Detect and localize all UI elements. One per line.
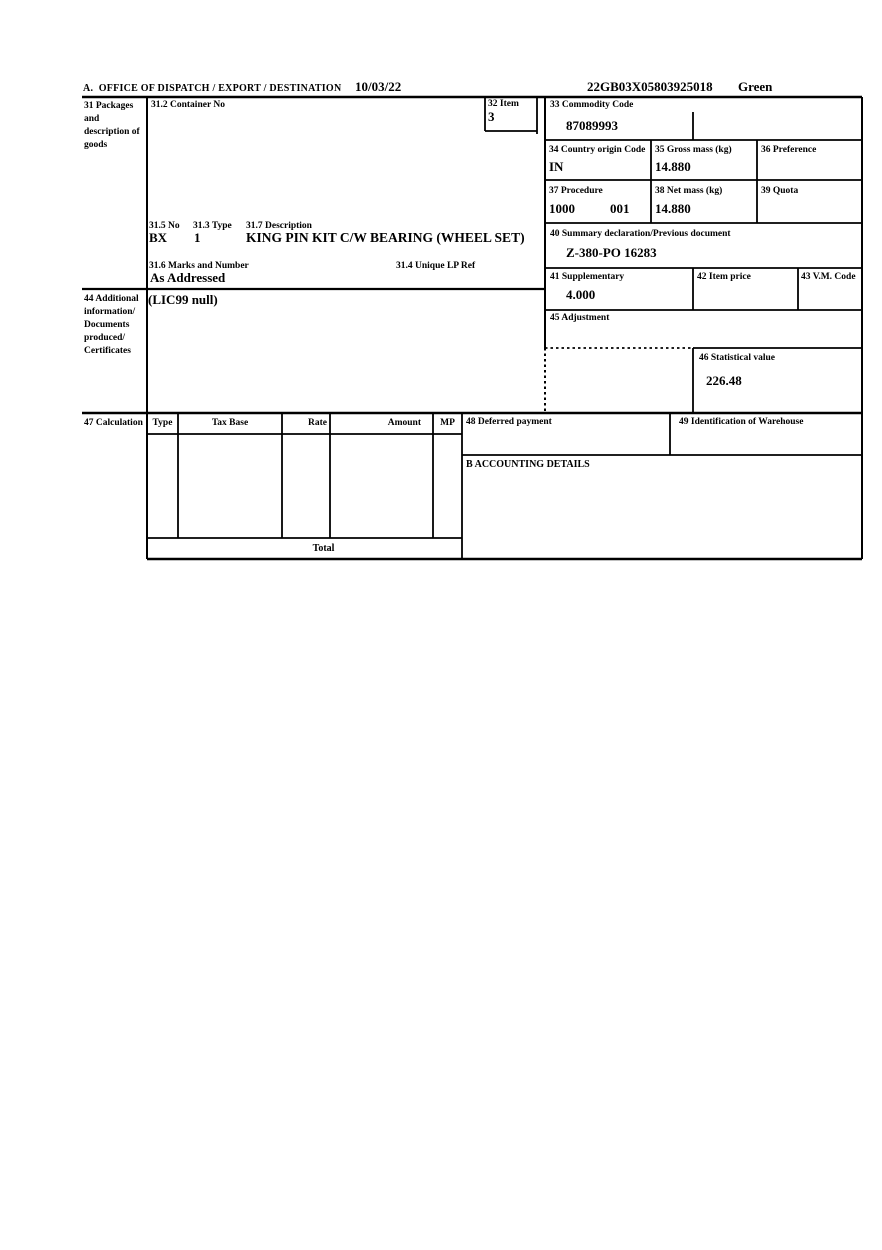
box31-description-label: 31.7 Description xyxy=(246,221,312,231)
box37-procedure-sub-value: 001 xyxy=(610,201,630,216)
box37-procedure-label: 37 Procedure xyxy=(549,186,603,196)
box36-preference-label: 36 Preference xyxy=(761,145,817,155)
box31-description-value: KING PIN KIT C/W BEARING (WHEEL SET) xyxy=(246,230,525,245)
box45-adjustment-label: 45 Adjustment xyxy=(550,313,610,323)
box31-type-label: 31.3 Type xyxy=(193,221,232,231)
box47-total-label: Total xyxy=(312,543,335,554)
box35-gross-mass-value: 14.880 xyxy=(655,159,691,174)
box47-col-mp-header: MP xyxy=(440,418,455,428)
box46-statistical-value-value: 226.48 xyxy=(706,373,742,388)
box34-country-origin-label: 34 Country origin Code xyxy=(549,145,646,155)
box49-warehouse-id-label: 49 Identification of Warehouse xyxy=(679,417,804,427)
box31-marks-label: 31.6 Marks and Number xyxy=(149,261,249,271)
box41-supplementary-label: 41 Supplementary xyxy=(550,272,625,282)
box47-col-amount-header: Amount xyxy=(387,418,421,428)
box42-item-price-label: 42 Item price xyxy=(697,272,751,282)
box31-lp-ref-label: 31.4 Unique LP Ref xyxy=(396,261,476,271)
box31-type-value: 1 xyxy=(194,230,201,245)
box33-commodity-code-label: 33 Commodity Code xyxy=(550,100,634,110)
box47-calculation-label: 47 Calculation xyxy=(84,418,143,428)
box32-item-label: 32 Item xyxy=(488,99,519,109)
box33-commodity-code-value: 87089993 xyxy=(566,118,618,133)
box31-packages-label: 31 Packages and description of goods xyxy=(84,101,140,150)
box32-item-value: 3 xyxy=(488,109,495,124)
box41-supplementary-value: 4.000 xyxy=(566,287,596,302)
box44-additional-info-label: 44 Additional information/ Documents produced/ Certificates xyxy=(84,294,139,356)
box39-quota-label: 39 Quota xyxy=(761,186,799,196)
box40-summary-declaration-value: Z-380-PO 16283 xyxy=(566,245,657,260)
box34-country-origin-value: IN xyxy=(549,159,564,174)
box31-no-label: 31.5 No xyxy=(149,221,180,231)
box47-col-rate-header: Rate xyxy=(308,418,327,428)
acceptance-date-value: 10/03/22 xyxy=(355,79,402,94)
routing-status-value: Green xyxy=(738,79,773,94)
boxb-accounting-details-label: B ACCOUNTING DETAILS xyxy=(466,459,590,470)
mrn-value: 22GB03X05803925018 xyxy=(587,79,713,94)
box35-gross-mass-label: 35 Gross mass (kg) xyxy=(655,145,732,155)
box48-deferred-payment-label: 48 Deferred payment xyxy=(466,417,552,427)
box37-procedure-main-value: 1000 xyxy=(549,201,575,216)
box31-marks-value: As Addressed xyxy=(150,270,226,285)
box46-statistical-value-label: 46 Statistical value xyxy=(699,353,775,363)
box31-container-no-label: 31.2 Container No xyxy=(151,100,225,110)
box38-net-mass-value: 14.880 xyxy=(655,201,691,216)
box43-vm-code-label: 43 V.M. Code xyxy=(801,272,856,282)
box47-col-type-header: Type xyxy=(152,418,173,428)
box40-summary-declaration-label: 40 Summary declaration/Previous document xyxy=(550,229,731,239)
box44-additional-info-value: (LIC99 null) xyxy=(148,292,218,307)
box38-net-mass-label: 38 Net mass (kg) xyxy=(655,186,723,196)
box31-no-value: BX xyxy=(149,230,168,245)
office-of-dispatch-label: A. OFFICE OF DISPATCH / EXPORT / DESTINATION xyxy=(83,83,342,94)
box47-col-taxbase-header: Tax Base xyxy=(211,418,249,428)
